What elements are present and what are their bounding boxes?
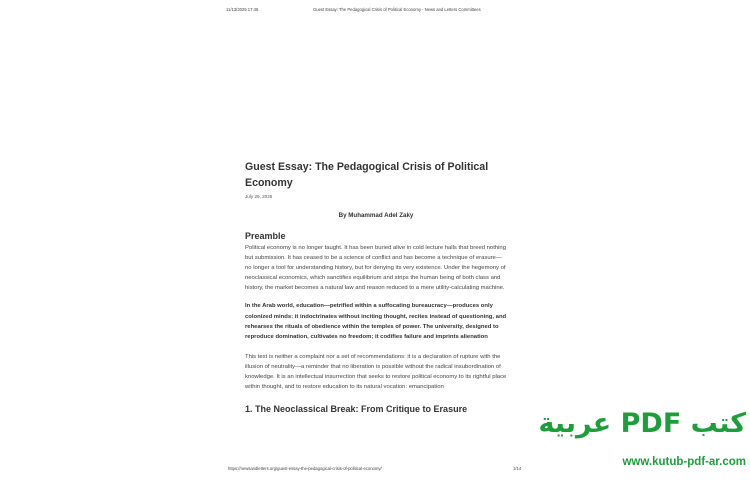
print-page-number: 1/14 [513, 466, 522, 471]
article-byline: By Muhammad Adel Zaky [338, 212, 414, 219]
print-timestamp: 11/13/2025 17:46 [226, 7, 259, 12]
paragraph: Political economy is no longer taught. It has been buried alive in cold lecture halls that breed nothing but submission. It has ceased to be a science of conflict and has become a technique of erasure—no longer a tool for understanding history, but for denying its very existence. Under the hegemony of neoclassical economics, which sanctifies equilibrium and strips the human being of both class and history, the market becomes a natural law and reason reduced to a mere utility-calculating machine. [245, 245, 506, 292]
article-date: July 29, 2025 [245, 194, 273, 199]
watermark-url: www.kutub-pdf-ar.com [622, 456, 746, 468]
article-title: Guest Essay: The Pedagogical Crisis of Political Economy [245, 161, 489, 189]
section-heading: 1. The Neoclassical Break: From Critique to Erasure [245, 404, 468, 415]
watermark-arabic-text: كتب PDF عربية [538, 408, 746, 439]
site-watermark [538, 408, 750, 480]
print-page-title: Guest Essay: The Pedagogical Crisis of Political Economy - News and Letters Committees [313, 7, 481, 12]
preamble-heading: Preamble [245, 231, 286, 241]
print-url: https://newsandletters.org/guest-essay-the-pedagogical-crisis-of-political-economy/ [228, 466, 382, 471]
paragraph-bold: In the Arab world, education—petrified within a suffocating bureaucracy—produces only colonized minds: it indoctrinates without inciting thought, recites instead of questioning, and rehearses the rituals of obedience within the temples of power. The university, designed to reproduce domination, cultivates no freedom; it codifies failure and imprints alienation [245, 303, 507, 340]
paragraph: This text is neither a complaint nor a set of recommendations: it is a declaration of rupture with the illusion of neutrality—a reminder that no liberation is possible without the radical insubordination of knowledge. It is an intellectual insurrection that seeks to restore political economy to its rightful place within thought, and to restore education to its natural vocation: emancipation [245, 353, 507, 391]
article-body [245, 160, 507, 415]
